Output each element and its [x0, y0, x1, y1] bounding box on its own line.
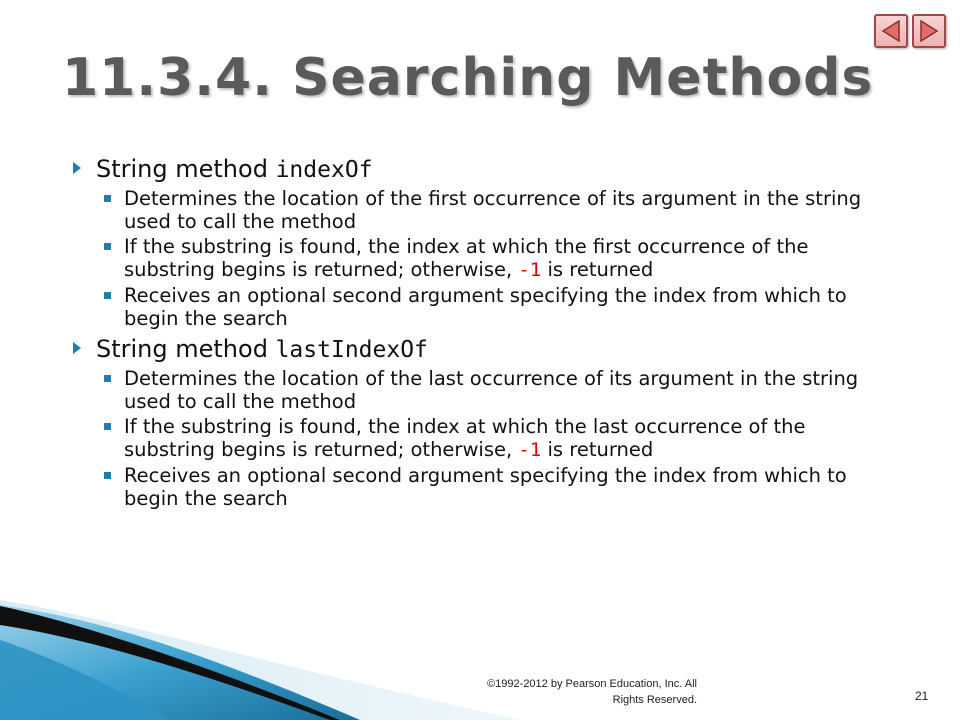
sub-bullet-text: Determines the location of the last occurrence of its argument in the string used to call the method — [124, 367, 859, 413]
next-slide-button[interactable] — [912, 14, 946, 48]
sub-bullet-text: Receives an optional second argument specifying the index from which to begin the search — [124, 464, 847, 510]
triangle-right-icon — [919, 20, 939, 42]
copyright-footer — [475, 676, 697, 708]
sub-bullet — [72, 415, 902, 462]
sub-bullet-text: is returned — [541, 438, 654, 461]
copyright-line: Rights Reserved. — [612, 694, 697, 706]
bullet-label: String method — [96, 155, 276, 183]
sub-bullet-text: If the substring is found, the index at which the last occurrence of the substring begins is returned; otherwise, — [124, 415, 806, 461]
slide-content — [72, 150, 902, 512]
arrow-bullet-icon — [72, 336, 86, 360]
triangle-left-icon — [881, 20, 901, 42]
sub-bullet — [72, 187, 902, 233]
sub-bullet — [72, 464, 902, 510]
arrow-bullet-icon — [72, 156, 86, 180]
square-bullet-icon — [104, 195, 111, 202]
bullet-label: String method — [96, 335, 276, 363]
sub-bullet-text: is returned — [541, 258, 654, 281]
copyright-line: ©1992-2012 by Pearson Education, Inc. All — [487, 678, 697, 690]
method-name-code: indexOf — [275, 157, 373, 183]
sub-bullet — [72, 284, 902, 330]
slide-title: 11.3.4. Searching Methods — [62, 48, 874, 108]
sub-bullet-text: Determines the location of the first occurrence of its argument in the string used to call the method — [124, 187, 862, 233]
return-value-code: -1 — [518, 439, 542, 461]
sub-bullet-text: If the substring is found, the index at which the first occurrence of the substring begins is returned; otherwise, — [124, 235, 809, 281]
square-bullet-icon — [104, 472, 111, 479]
method-name-code: lastIndexOf — [275, 337, 428, 363]
sub-bullet-text: Receives an optional second argument specifying the index from which to begin the search — [124, 284, 847, 330]
return-value-code: -1 — [518, 259, 542, 281]
page-number: 21 — [915, 689, 929, 703]
slide-navigation — [874, 14, 946, 48]
bullet-indexof — [72, 154, 902, 185]
square-bullet-icon — [104, 423, 111, 430]
bullet-lastindexof — [72, 334, 902, 365]
previous-slide-button[interactable] — [874, 14, 908, 48]
sub-bullet — [72, 367, 902, 413]
sub-bullet — [72, 235, 902, 282]
square-bullet-icon — [104, 243, 111, 250]
square-bullet-icon — [104, 375, 111, 382]
square-bullet-icon — [104, 292, 111, 299]
